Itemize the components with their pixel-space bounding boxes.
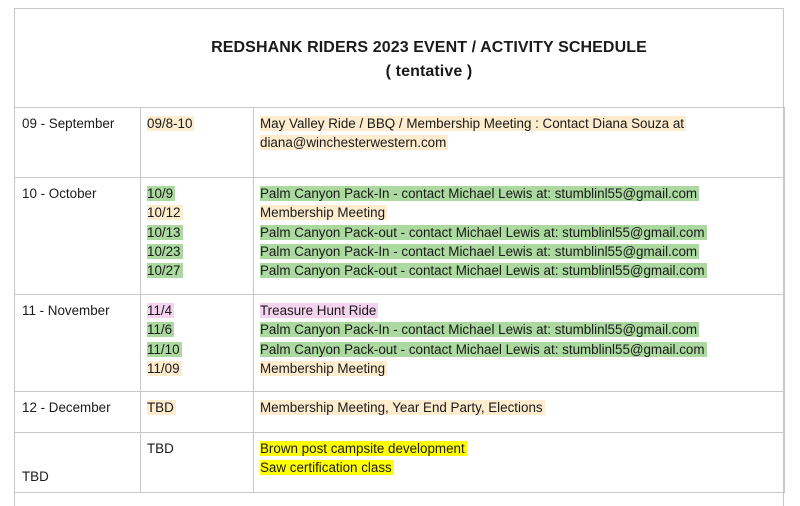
month-label: TBD [22, 468, 49, 484]
event-description: Treasure Hunt Ride [260, 303, 377, 318]
schedule-row [15, 108, 785, 178]
date-cell [141, 295, 254, 392]
event-cell [254, 295, 785, 392]
document-title [15, 39, 783, 81]
event-description: May Valley Ride / BBQ / Membership Meeting : Contact Diana Souza at [260, 116, 684, 131]
schedule-row [15, 178, 785, 295]
date-cell [141, 433, 254, 493]
event-cell [254, 433, 785, 493]
event-description: Palm Canyon Pack-In - contact Michael Lewis at: stumblinl55@gmail.com [260, 243, 698, 259]
schedule-row [15, 295, 785, 392]
event-date: 11/10 [147, 341, 180, 357]
event-date: 11/4 [147, 303, 173, 318]
event-date: TBD [147, 400, 174, 415]
month-cell [15, 433, 141, 493]
event-date: 09/8-10 [147, 116, 193, 131]
event-description: Saw certification class [260, 460, 392, 476]
event-date: 10/23 [147, 243, 181, 259]
month-label: 09 - September [22, 116, 115, 131]
event-description: diana@winchesterwestern.com [260, 135, 447, 151]
event-date: TBD [147, 441, 174, 456]
schedule-table [14, 107, 785, 493]
event-description: Palm Canyon Pack-out - contact Michael Lewis at: stumblinl55@gmail.com [260, 224, 705, 240]
event-cell [254, 178, 785, 295]
event-description: Palm Canyon Pack-In - contact Michael Lewis at: stumblinl55@gmail.com [260, 322, 698, 338]
event-date: 10/27 [147, 263, 181, 279]
date-cell [141, 108, 254, 178]
event-cell [254, 392, 785, 433]
date-cell [141, 178, 254, 295]
month-cell [15, 178, 141, 295]
month-cell [15, 108, 141, 178]
schedule-row [15, 433, 785, 493]
title-subtitle: ( tentative ) [385, 63, 473, 80]
month-cell [15, 295, 141, 392]
month-cell [15, 392, 141, 433]
event-cell [254, 108, 785, 178]
title-main: REDSHANK RIDERS 2023 EVENT / ACTIVITY SCHEDULE [211, 39, 647, 56]
event-description: Palm Canyon Pack-out - contact Michael Lewis at: stumblinl55@gmail.com [260, 263, 705, 279]
month-label: 11 - November [22, 303, 110, 318]
event-date: 11/09 [147, 360, 180, 376]
event-date: 10/13 [147, 224, 181, 240]
event-date: 11/6 [147, 322, 173, 338]
event-date: 10/9 [147, 186, 174, 201]
schedule-row [15, 392, 785, 433]
date-cell [141, 392, 254, 433]
event-description: Membership Meeting [260, 205, 386, 221]
event-description: Membership Meeting, Year End Party, Elections [260, 400, 543, 415]
schedule-document [14, 8, 784, 506]
event-description: Membership Meeting [260, 360, 386, 376]
event-date: 10/12 [147, 205, 181, 221]
month-label: 10 - October [22, 186, 97, 201]
event-description: Palm Canyon Pack-out - contact Michael Lewis at: stumblinl55@gmail.com [260, 341, 705, 357]
event-description: Palm Canyon Pack-In - contact Michael Lewis at: stumblinl55@gmail.com [260, 186, 698, 201]
month-label: 12 - December [22, 400, 111, 415]
event-description: Brown post campsite development [260, 441, 465, 456]
